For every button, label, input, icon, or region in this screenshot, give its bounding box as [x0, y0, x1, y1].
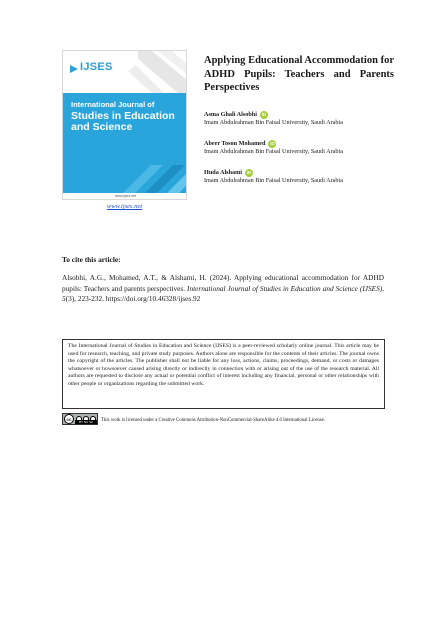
author-name: Huda Alshami [204, 169, 242, 176]
cover-header [63, 51, 187, 93]
cc-strip-label: BY NC SA [75, 420, 97, 424]
license-text: This work is licensed under a Creative Commons Attribution-NonCommercial-ShareAlike 4.0 International License. [101, 418, 325, 424]
author-affiliation: Imam Abdulrahman Bin Faisal University, Saudi Arabia [204, 177, 343, 185]
license-row [62, 413, 325, 425]
journal-site-link[interactable]: www.ijses.net [106, 203, 143, 210]
cc-icon: cc [64, 414, 74, 424]
citation-issue-doi[interactable]: (3), 223-232. https://doi.org/10.46328/ijses.92 [65, 294, 201, 304]
cover-stripes-graphic [128, 51, 187, 93]
cover-title-line2: Studies in Education and Science [71, 109, 175, 133]
author-affiliation: Imam Abdulrahman Bin Faisal University, Saudi Arabia [204, 148, 343, 156]
article-title: Applying Educational Accommodation for ADHD Pupils: Teachers and Parents Perspectives [204, 55, 394, 94]
publisher-notice: The International Journal of Studies in Education and Science (IJSES) is a peer-reviewed scholarly online journal. This article may be used for research, teaching, and private study purposes. Authors alone are responsible for the contents of their articles. The journal owns the copyright of the articles. The publisher shall not be liable for any loss, actions, claims, proceedings, demand, or costs or damages whatsoever or howsoever caused arising directly or indirectly in connection with or arising out of the use of the research material. All authors are requested to disclose any actual or potential conflict of interest including any financial, personal or other relationships with other people or organizations regarding the submitted work. [62, 339, 385, 409]
citation-journal: International Journal of Studies in Education and Science (IJSES), 5 [62, 283, 384, 304]
cover-title [71, 101, 183, 133]
citation-main: Alsobhi, A.G., Mohamed, A.T., & Alshami, H. (2024). Applying educational accommodation for ADHD pupils: Teachers and parents perspectives. [62, 273, 384, 293]
cc-license-badge[interactable] [62, 413, 98, 425]
cover-site-text: www.ijses.net [114, 194, 137, 198]
author-3 [204, 169, 404, 185]
cover-title-line1: International Journal of [71, 100, 155, 109]
author-2 [204, 140, 404, 156]
citation-text [62, 273, 384, 305]
orcid-icon[interactable]: iD [261, 112, 267, 118]
cover-logo-text: IJSES [80, 61, 113, 73]
orcid-icon[interactable]: iD [246, 170, 252, 176]
journal-cover [62, 50, 187, 200]
cover-blue-panel [63, 93, 187, 193]
orcid-icon[interactable]: iD [270, 141, 275, 147]
citation-heading: To cite this article: [62, 255, 121, 264]
cover-arrows-graphic [63, 153, 187, 193]
author-1 [204, 111, 404, 127]
author-name: Asma Ghali Alsobhi [204, 111, 257, 118]
author-affiliation: Imam Abdulrahman Bin Faisal University, Saudi Arabia [204, 119, 343, 127]
ijses-logo-icon [69, 64, 79, 74]
author-name: Abeer Toson Mohamed [204, 140, 266, 147]
